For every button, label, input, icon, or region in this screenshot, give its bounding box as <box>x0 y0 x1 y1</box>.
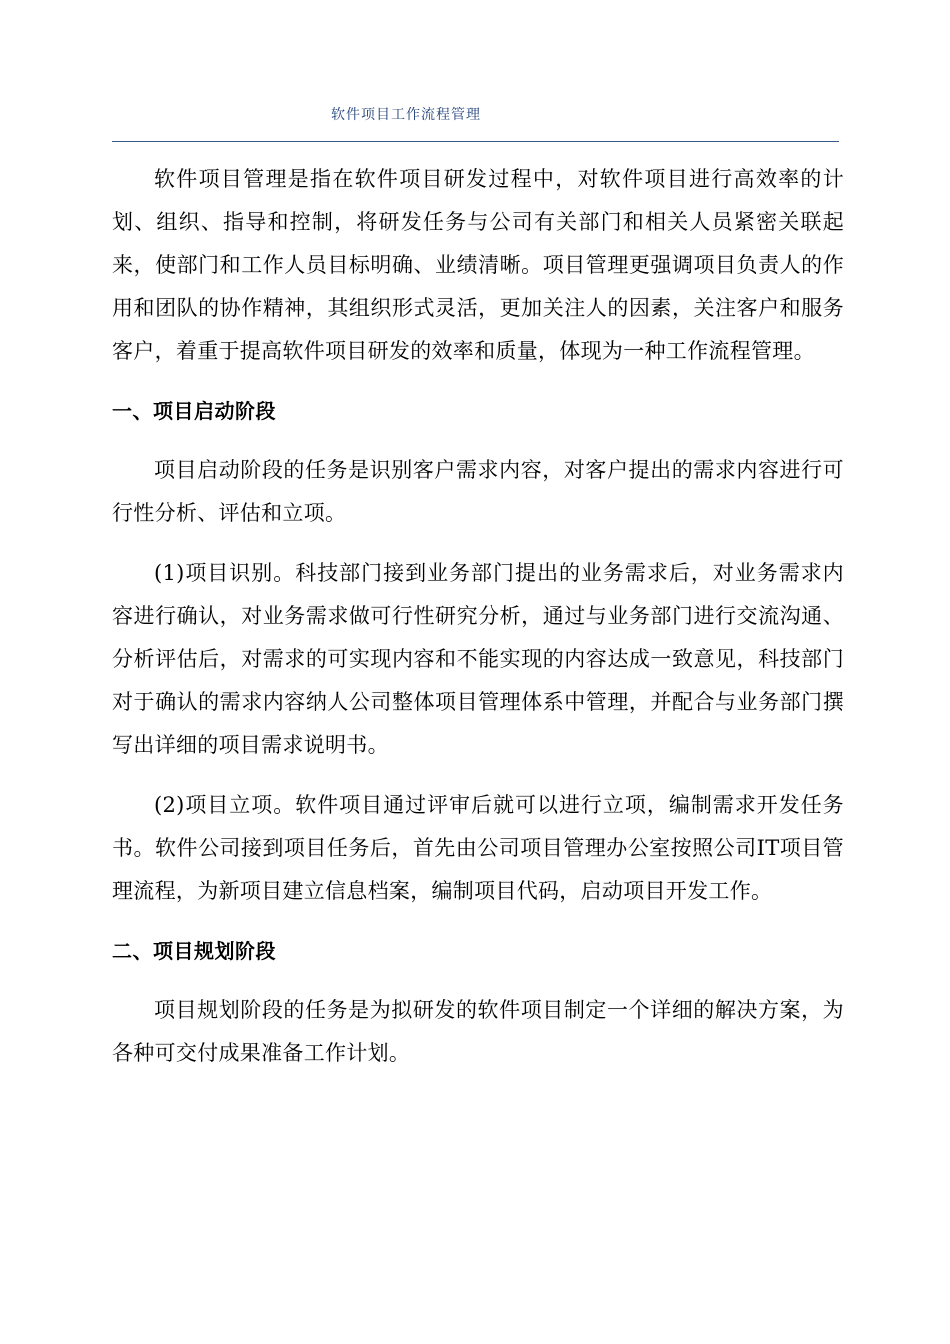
project-approval-paragraph: (2)项目立项。软件项目通过评审后就可以进行立项，编制需求开发任务书。软件公司接到项目任务后，首先由公司项目管理办公室按照公司IT项目管理流程，为新项目建立信息档案，编制项目代码，启动项目开发工作。 <box>112 793 844 903</box>
project-identification-paragraph: (1)项目识别。科技部门接到业务部门提出的业务需求后，对业务需求内容进行确认，对业务需求做可行性研究分析，通过与业务部门进行交流沟通、分析评估后，对需求的可实现内容和不能实现的内容达成一致意见，科技部门对于确认的需求内容纳人公司整体项目管理体系中管理，并配合与业务部门撰写出详细的项目需求说明书。 <box>112 561 844 757</box>
startup-paragraph: 项目启动阶段的任务是识别客户需求内容，对客户提出的需求内容进行可行性分析、评估和立项。 <box>112 458 844 525</box>
intro-paragraph: 软件项目管理是指在软件项目研发过程中，对软件项目进行高效率的计划、组织、指导和控制，将研发任务与公司有关部门和相关人员紧密关联起来，使部门和工作人员目标明确、业绩清晰。项目管理更强调项目负责人的作用和团队的协作精神，其组织形式灵活，更加关注人的因素，关注客户和服务客户，着重于提高软件项目研发的效率和质量，体现为一种工作流程管理。 <box>112 167 844 363</box>
section-heading-planning: 二、项目规划阶段 <box>112 939 276 963</box>
planning-paragraph: 项目规划阶段的任务是为拟研发的软件项目制定一个详细的解决方案，为各种可交付成果准备工作计划。 <box>112 998 844 1065</box>
document-body <box>112 158 844 1092</box>
section-heading-startup: 一、项目启动阶段 <box>112 399 276 423</box>
header-divider <box>112 141 839 142</box>
running-header-title: 软件项目工作流程管理 <box>331 107 481 123</box>
